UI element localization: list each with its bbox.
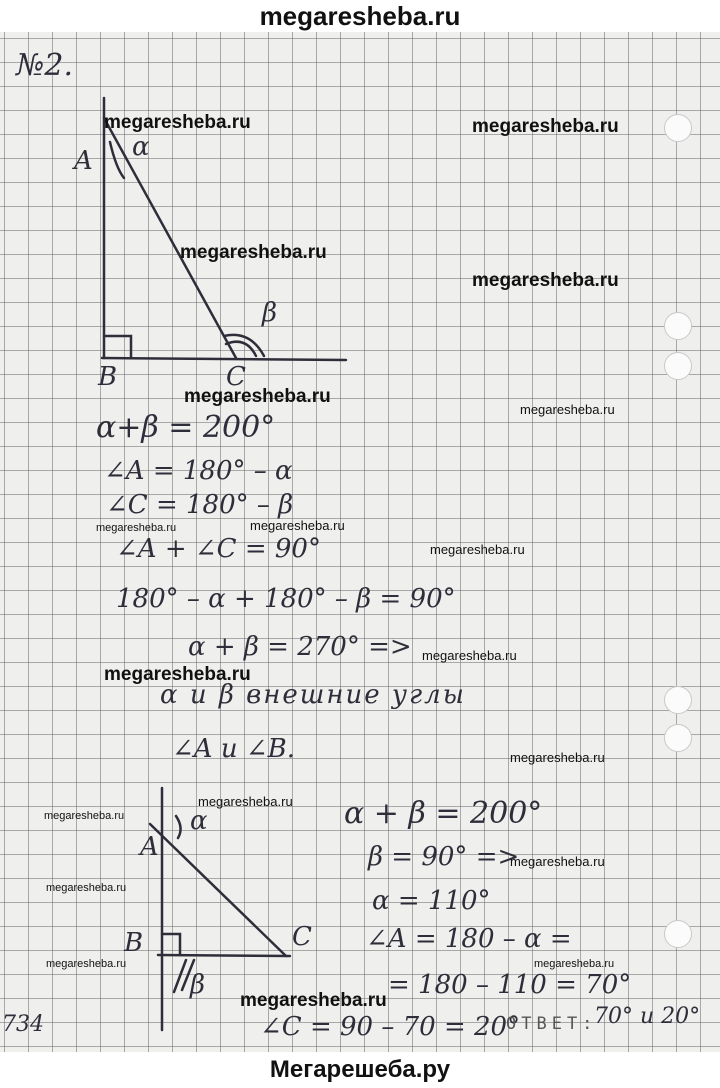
watermark: megaresheba.ru	[472, 270, 619, 291]
fig1-hypotenuse	[104, 118, 236, 358]
watermark: megaresheba.ru	[104, 664, 251, 685]
solution-line-8: ∠A и ∠B.	[172, 734, 295, 764]
fig2-label-c: C	[292, 922, 312, 952]
fig2-hypotenuse	[150, 824, 286, 956]
solution-line-5: 180° – α + 180° – β = 90°	[116, 584, 456, 614]
fig1-side-bc	[102, 358, 346, 360]
answer-label: ОТВЕТ:	[506, 1014, 598, 1034]
solution2-line-3: α = 110°	[372, 886, 491, 916]
watermark: megaresheba.ru	[198, 794, 293, 809]
fig1-label-b: B	[98, 362, 118, 392]
solution2-line-2: β = 90° =>	[368, 842, 520, 872]
fig2-label-alpha: α	[190, 806, 208, 836]
watermark: megaresheba.ru	[96, 522, 177, 534]
watermark: megaresheba.ru	[104, 112, 251, 133]
fig1-label-alpha: α	[132, 132, 150, 162]
answer-value: 70° и 20°	[594, 1004, 701, 1029]
solution2-line-5: = 180 – 110 = 70°	[388, 970, 632, 1000]
fig2-right-angle-mark	[162, 934, 180, 955]
fig2-alpha-arc	[176, 816, 181, 838]
fig2-label-beta: β	[190, 970, 206, 1000]
fig1-label-c: C	[226, 362, 246, 392]
watermark: megaresheba.ru	[44, 810, 125, 822]
solution2-line-1: α + β = 200°	[344, 796, 543, 831]
watermark: megaresheba.ru	[534, 958, 615, 970]
fig2-label-a: A	[140, 832, 159, 862]
fig1-label-a: A	[74, 146, 93, 176]
fig2-side-bc	[158, 955, 290, 956]
site-footer: Мегарешеба.ру	[0, 1052, 720, 1088]
watermark: megaresheba.ru	[240, 990, 387, 1011]
watermark: megaresheba.ru	[472, 116, 619, 137]
watermark: megaresheba.ru	[184, 386, 331, 407]
fig2-label-b: B	[124, 928, 144, 958]
solution-line-3: ∠C = 180° – β	[106, 490, 294, 520]
solution-line-4: ∠A + ∠C = 90°	[116, 534, 321, 564]
watermark: megaresheba.ru	[510, 750, 605, 765]
site-header: megaresheba.ru	[0, 0, 720, 32]
watermark: megaresheba.ru	[250, 518, 345, 533]
solution2-line-4: ∠A = 180 – α =	[366, 924, 572, 954]
watermark: megaresheba.ru	[430, 542, 525, 557]
page-number: 734	[2, 1012, 44, 1037]
fig1-alpha-arc	[110, 142, 124, 178]
watermark: megaresheba.ru	[180, 242, 327, 263]
watermark: megaresheba.ru	[46, 958, 127, 970]
solution-line-6: α + β = 270° =>	[188, 632, 412, 662]
watermark: megaresheba.ru	[510, 854, 605, 869]
solution-line-1: α+β = 200°	[96, 410, 276, 445]
solution-line-2: ∠A = 180° – α	[104, 456, 293, 486]
watermark: megaresheba.ru	[520, 402, 615, 417]
watermark: megaresheba.ru	[46, 882, 127, 894]
solution-line-7: α и β внешние углы	[160, 680, 466, 710]
fig1-right-angle-mark	[104, 336, 131, 358]
task-number: №2.	[16, 48, 74, 83]
watermark: megaresheba.ru	[422, 648, 517, 663]
solution2-line-6: ∠C = 90 – 70 = 20°	[260, 1012, 521, 1042]
fig1-label-beta: β	[262, 298, 278, 328]
